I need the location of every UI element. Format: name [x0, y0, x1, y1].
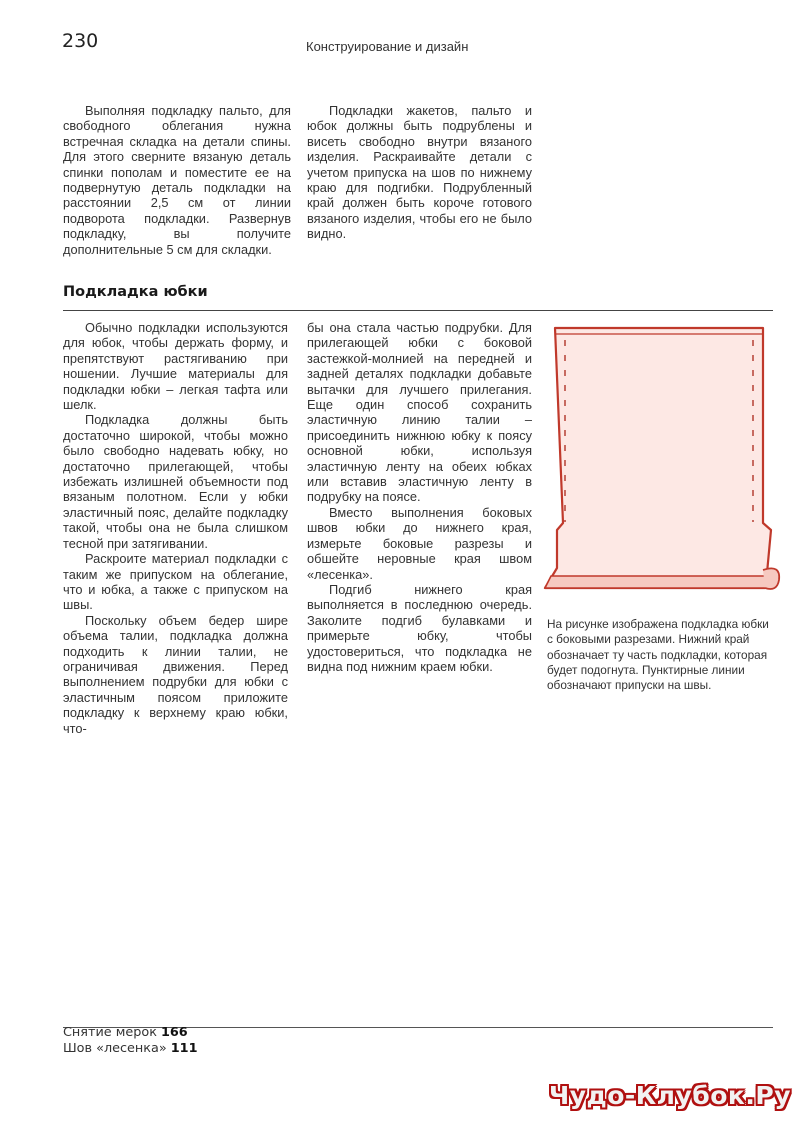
cross-reference-page: 166 — [161, 1025, 188, 1040]
body-column-2 — [307, 320, 532, 674]
hem-curl — [763, 568, 779, 589]
lining-panel-outline — [545, 328, 771, 588]
cross-reference-page: 111 — [170, 1041, 198, 1056]
cross-reference-label: Шов «лесенка» — [63, 1041, 167, 1056]
skirt-lining-diagram-icon — [535, 318, 785, 598]
body-column-1 — [63, 320, 288, 736]
cross-reference — [63, 1025, 188, 1040]
paragraph: бы она стала частью подрубки. Для прилегающей юбки с боковой застежкой-молнией на передней и задней деталях подкладки добавьте вытачки для лучшего прилегания. Еще один способ сохранить эластичную линию талии – присоединить нижнюю юбку к поясу основной юбки, используя эластичную ленту на обеих юбках или вставив эластичную ленту в подрубку на поясе. — [307, 320, 532, 505]
paragraph: Выполняя подкладку пальто, для свободного облегания нужна встречная складка на детали спины. Для этого сверните вязаную деталь спинки пополам и поместите ее на подвернутую деталь подкладки на расстоянии 2,5 см от линии подворота подкладки. Развернув подкладку, вы получите дополнительные 5 см для складки. — [63, 103, 291, 257]
paragraph: Подкладки жакетов, пальто и юбок должны быть подрублены и висеть свободно внутри вязаного изделия. Раскраивайте детали с учетом припуска на шов по нижнему краю для подгибки. Подрубленный край должен быть короче готового вязаного изделия, чтобы его не было видно. — [307, 103, 532, 242]
hem-fold — [545, 576, 771, 588]
paragraph: Подкладка должны быть достаточно широкой, чтобы можно было свободно надевать юбку, но достаточно прилегающей, чтобы избежать излишней объемности под вязаным полотном. Если у юбки эластичный пояс, делайте подкладку такой, чтобы она не была слишком тесной при затягивании. — [63, 412, 288, 551]
intro-right-column — [307, 103, 532, 242]
running-head: Конструирование и дизайн — [306, 39, 469, 54]
figure-caption: На рисунке изображена подкладка юбки с боковыми разрезами. Нижний край обозначает ту часть подкладки, которая будет подогнута. Пунктирные линии обозначают припуски на швы. — [547, 617, 769, 693]
watermark: Чудо-Клубок.Ру — [549, 1081, 791, 1110]
cross-reference — [63, 1041, 197, 1056]
intro-left-column — [63, 103, 291, 257]
paragraph: Вместо выполнения боковых швов юбки до нижнего края, измерьте боковые разрезы и обшейте неровные края швом «лесенка». — [307, 504, 532, 582]
paragraph: Подгиб нижнего края выполняется в последнюю очередь. Заколите подгиб булавками и примерьте юбку, чтобы удостовериться, что подкладка не видна под нижним краем юбки. — [307, 581, 532, 674]
paragraph: Обычно подкладки используются для юбок, чтобы держать форму, и препятствуют растягиванию при ношении. Лучшие материалы для подкладки юбки – легкая тафта или шелк. — [63, 320, 288, 413]
section-divider — [63, 310, 773, 311]
paragraph: Поскольку объем бедер шире объема талии, подкладка должна подходить к линии талии, не ограничивая движения. Перед выполнением подрубки для юбки с эластичным поясом приложите подкладку к верхнему краю юбки, что- — [63, 612, 288, 736]
page-number: 230 — [62, 30, 99, 52]
cross-reference-label: Снятие мерок — [63, 1025, 157, 1040]
paragraph: Раскроите материал подкладки с таким же припуском на облегание, что и юбка, а также с припуском на швы. — [63, 551, 288, 613]
section-title: Подкладка юбки — [63, 284, 208, 300]
